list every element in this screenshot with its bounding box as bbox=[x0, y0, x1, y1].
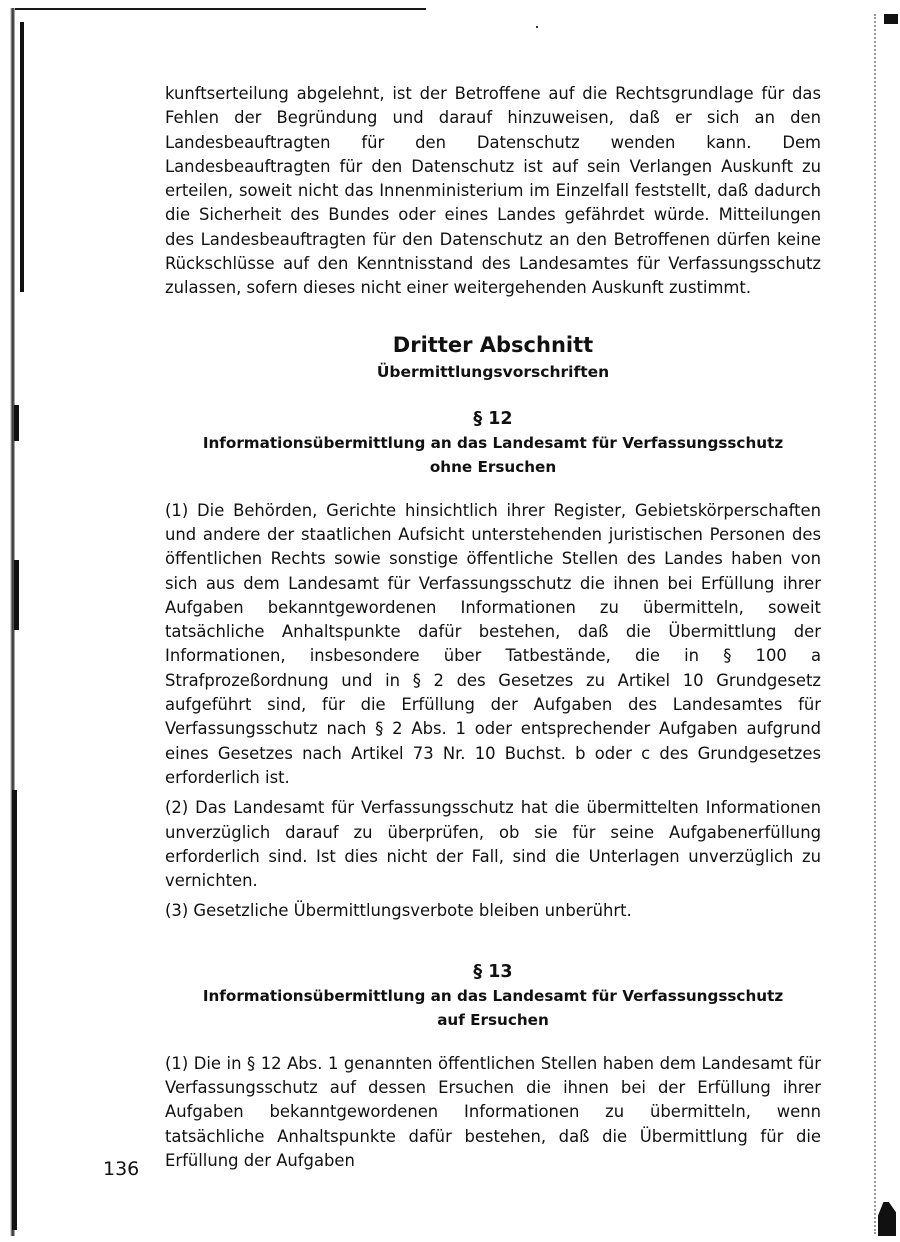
intro-paragraph: kunftserteilung abgelehnt, ist der Betroffene auf die Rechtsgrundlage für das Fehlen der Begründung und darauf hinzuweisen, daß er sich an den Landesbeauftragten für den Datenschutz wenden kann. Dem Landesbeauftragten für den Datenschutz ist auf sein Verlangen Auskunft zu erteilen, soweit nicht das Innenministerium im Einzelfall feststellt, daß dadurch die Sicherheit des Bundes oder eines Landes gefährdet würde. Mitteilungen des Landesbeauftragten für den Datenschutz an den Betroffenen dürfen keine Rückschlüsse auf den Kenntnisstand des Landesamtes für Verfassungsschutz zulassen, sofern dieses nicht einer weitergehenden Auskunft zustimmt. bbox=[165, 84, 821, 298]
scan-edge-top bbox=[14, 8, 426, 10]
section-title: Dritter Abschnitt bbox=[392, 332, 594, 357]
scan-corner-mark bbox=[878, 1202, 896, 1236]
paragraph-12-subsection-3: (3) Gesetzliche Übermittlungsverbote bleiben unberührt. bbox=[165, 901, 632, 921]
section-heading bbox=[165, 331, 821, 383]
scan-edge-right bbox=[874, 14, 878, 1234]
paragraph-heading-line: Informationsübermittlung an das Landesamt für Verfassungsschutz bbox=[202, 433, 784, 452]
paragraph-13-subsection-1: (1) Die in § 12 Abs. 1 genannten öffentlichen Stellen haben dem Landesamt für Verfassungsschutz auf dessen Ersuchen die ihnen bei der Erfüllung ihrer Aufgaben bekanntgewordenen Informationen zu übermitteln, wenn tatsächliche Anhaltspunkte dafür bestehen, daß die Übermittlung für die Erfüllung der Aufgaben bbox=[165, 1053, 821, 1170]
section-subtitle: Übermittlungsvorschriften bbox=[376, 362, 610, 381]
paragraph-heading-line: ohne Ersuchen bbox=[429, 457, 557, 476]
paragraph-number: § 12 bbox=[473, 408, 513, 429]
paragraph-number: § 13 bbox=[473, 961, 513, 982]
scan-mark bbox=[14, 560, 19, 630]
scan-mark bbox=[20, 22, 24, 292]
scan-mark bbox=[12, 790, 17, 1230]
scan-corner-mark bbox=[884, 14, 898, 24]
scan-speck bbox=[536, 26, 538, 28]
paragraph-heading-line: Informationsübermittlung an das Landesamt für Verfassungsschutz bbox=[202, 986, 784, 1005]
paragraph-heading-line: auf Ersuchen bbox=[437, 1010, 549, 1029]
paragraph-12-subsection-1: (1) Die Behörden, Gerichte hinsichtlich ihrer Register, Gebietskörperschaften und andere der staatlichen Aufsicht unterstehenden juristischen Personen des öffentlichen Rechts sowie sonstige öffentliche Stellen des Landes haben von sich aus dem Landesamt für Verfassungsschutz die ihnen bei Erfüllung ihrer Aufgaben bekanntgewordenen Informationen zu übermitteln, soweit tatsächliche Anhaltspunkte dafür bestehen, daß die Übermittlung der Informationen, insbesondere über Tatbestände, die in § 100 a Strafprozeßordnung und in § 2 des Gesetzes zu Artikel 10 Grundgesetz aufgeführt sind, für die Erfüllung der Aufgaben des Landesamtes für Verfassungsschutz nach § 2 Abs. 1 oder entsprechender Aufgaben aufgrund eines Gesetzes nach Artikel 73 Nr. 10 Buchst. b oder c des Grundgesetzes erforderlich ist. bbox=[165, 500, 821, 787]
scan-mark bbox=[14, 405, 19, 441]
paragraph-13-heading bbox=[165, 960, 821, 1032]
page-body bbox=[165, 82, 821, 1173]
paragraph-12-heading bbox=[165, 407, 821, 479]
page-number: 136 bbox=[103, 1158, 140, 1180]
paragraph-12-subsection-2: (2) Das Landesamt für Verfassungsschutz hat die übermittelten Informationen unverzüglich darauf zu überprüfen, ob sie für seine Aufgabenerfüllung erforderlich sind. Ist dies nicht der Fall, sind die Unterlagen unverzüglich zu vernichten. bbox=[165, 798, 821, 891]
